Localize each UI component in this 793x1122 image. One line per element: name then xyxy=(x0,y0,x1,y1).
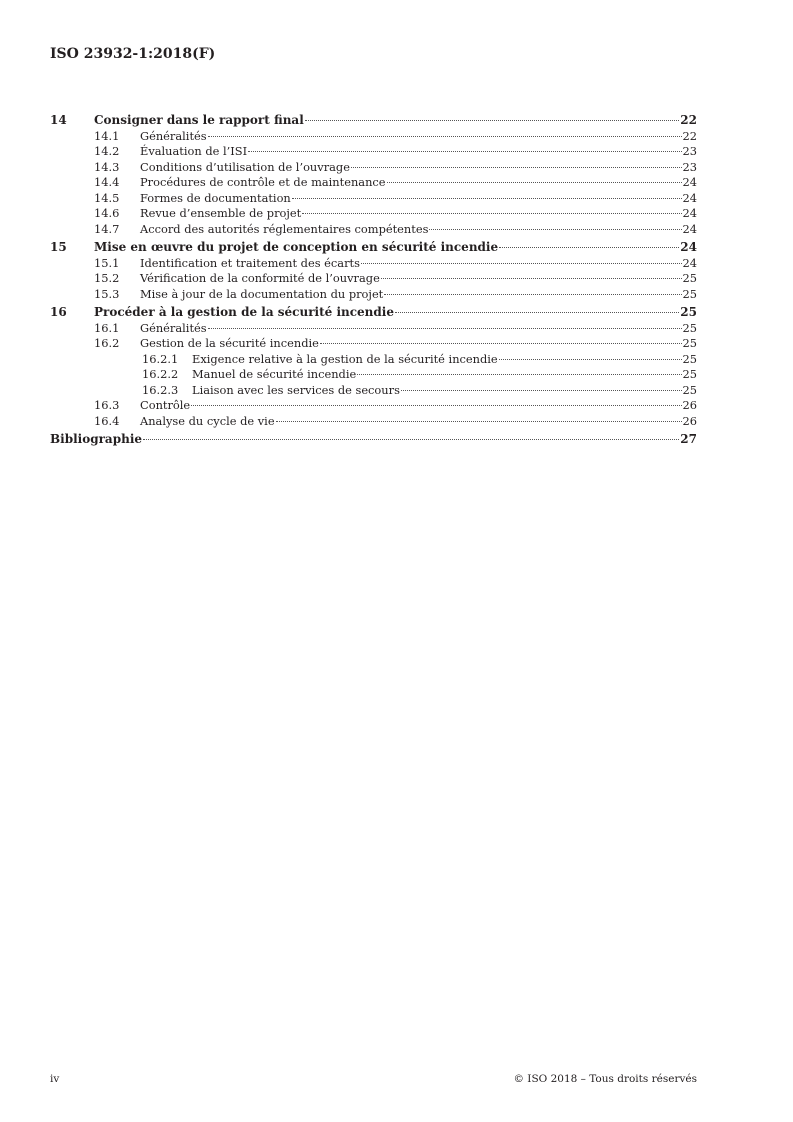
toc-entry[interactable] xyxy=(50,256,697,272)
toc-dot-leader xyxy=(351,167,682,168)
toc-entry[interactable] xyxy=(50,144,697,160)
toc-entry-number: 14.7 xyxy=(94,221,120,236)
table-of-contents xyxy=(50,113,697,448)
toc-dot-leader xyxy=(384,294,681,295)
toc-entry-title: Contrôle xyxy=(140,398,191,412)
toc-entry-number: 16.2.3 xyxy=(142,382,179,397)
toc-entry-number: 16.1 xyxy=(94,320,120,335)
toc-entry-page: 25 xyxy=(682,320,697,335)
toc-entry[interactable] xyxy=(50,383,697,399)
toc-entry-title: Exigence relative à la gestion de la sécurité incendie xyxy=(192,351,498,366)
toc-entry-number: 16.2.1 xyxy=(142,351,179,366)
toc-entry-page: 25 xyxy=(682,286,697,301)
toc-entry-title: Procédures de contrôle et de maintenance xyxy=(140,175,386,189)
toc-dot-leader xyxy=(429,229,681,230)
toc-entry-page: 23 xyxy=(682,159,697,174)
toc-entry-number: 15.2 xyxy=(94,271,120,285)
toc-dot-leader xyxy=(320,343,682,344)
toc-entry-page: 25 xyxy=(682,382,697,397)
toc-entry-number: 14 xyxy=(50,113,67,127)
toc-entry[interactable] xyxy=(50,222,697,238)
toc-entry-title: Procéder à la gestion de la sécurité incendie xyxy=(94,305,394,319)
toc-entry[interactable] xyxy=(50,352,697,368)
toc-entry-title: Bibliographie xyxy=(50,432,143,446)
toc-entry-number: 15.3 xyxy=(94,286,120,301)
toc-entry-page: 26 xyxy=(682,413,697,428)
toc-dot-leader xyxy=(387,182,682,183)
footer-copyright: © ISO 2018 – Tous droits réservés xyxy=(513,1073,697,1085)
toc-entry-page: 24 xyxy=(682,255,697,270)
toc-entry-page: 25 xyxy=(682,367,697,381)
toc-entry-page: 25 xyxy=(682,351,697,366)
toc-dot-leader xyxy=(381,278,682,279)
toc-entry-number: 14.2 xyxy=(94,144,120,158)
toc-dot-leader xyxy=(208,328,682,329)
toc-dot-leader xyxy=(191,405,681,406)
toc-entry[interactable] xyxy=(50,191,697,207)
toc-entry-number: 15.1 xyxy=(94,255,120,270)
toc-entry-number: 14.6 xyxy=(94,206,120,220)
toc-entry[interactable] xyxy=(50,129,697,145)
toc-entry-title: Manuel de sécurité incendie xyxy=(192,367,357,381)
toc-dot-leader xyxy=(499,247,679,248)
toc-entry-page: 24 xyxy=(682,221,697,236)
toc-entry-number: 16.2 xyxy=(94,336,120,350)
toc-entry-page: 27 xyxy=(680,432,697,446)
toc-entry-page: 25 xyxy=(682,336,697,350)
toc-entry[interactable] xyxy=(50,367,697,383)
toc-dot-leader xyxy=(401,390,682,391)
document-header: ISO 23932-1:2018(F) xyxy=(50,46,216,62)
toc-entry-page: 26 xyxy=(682,398,697,412)
toc-entry-page: 22 xyxy=(680,113,697,127)
toc-dot-leader xyxy=(292,198,682,199)
toc-entry-title: Formes de documentation xyxy=(140,190,291,205)
toc-entry-title: Gestion de la sécurité incendie xyxy=(140,336,319,350)
toc-dot-leader xyxy=(395,312,679,313)
toc-dot-leader xyxy=(276,421,682,422)
toc-entry-title: Analyse du cycle de vie xyxy=(140,413,275,428)
toc-entry-page: 25 xyxy=(680,305,697,319)
toc-entry[interactable] xyxy=(50,336,697,352)
toc-entry-title: Vérification de la conformité de l’ouvrage xyxy=(140,271,380,285)
toc-dot-leader xyxy=(357,374,681,375)
footer-page-number: iv xyxy=(50,1073,60,1085)
toc-entry-number: 14.5 xyxy=(94,190,120,205)
toc-entry-title: Conditions d’utilisation de l’ouvrage xyxy=(140,159,350,174)
toc-entry-title: Consigner dans le rapport final xyxy=(94,113,304,127)
toc-entry-number: 16.2.2 xyxy=(142,367,179,381)
toc-entry-title: Généralités xyxy=(140,128,207,143)
toc-dot-leader xyxy=(302,213,681,214)
toc-entry[interactable] xyxy=(50,175,697,191)
toc-entry-page: 22 xyxy=(682,128,697,143)
toc-entry-title: Identification et traitement des écarts xyxy=(140,255,360,270)
toc-entry-bibliography[interactable] xyxy=(50,432,697,448)
toc-entry-number: 14.1 xyxy=(94,128,120,143)
toc-entry-title: Liaison avec les services de secours xyxy=(192,382,400,397)
toc-entry[interactable] xyxy=(50,398,697,414)
toc-entry[interactable] xyxy=(50,160,697,176)
toc-entry[interactable] xyxy=(50,414,697,430)
toc-entry-page: 24 xyxy=(682,190,697,205)
toc-entry-title: Mise à jour de la documentation du projet xyxy=(140,286,384,301)
toc-entry-number: 16.4 xyxy=(94,413,120,428)
toc-entry-title: Évaluation de l’ISI xyxy=(140,144,248,158)
toc-entry-page: 24 xyxy=(682,175,697,189)
toc-entry[interactable] xyxy=(50,287,697,303)
toc-entry[interactable] xyxy=(50,321,697,337)
toc-entry[interactable] xyxy=(50,305,697,321)
toc-dot-leader xyxy=(208,136,682,137)
toc-dot-leader xyxy=(248,151,681,152)
toc-entry-number: 16.3 xyxy=(94,398,120,412)
toc-entry[interactable] xyxy=(50,206,697,222)
toc-entry-title: Mise en œuvre du projet de conception en sécurité incendie xyxy=(94,240,499,254)
toc-dot-leader xyxy=(361,263,682,264)
toc-entry-page: 25 xyxy=(682,271,697,285)
toc-entry-number: 14.3 xyxy=(94,159,120,174)
toc-entry-number: 15 xyxy=(50,240,67,254)
toc-entry[interactable] xyxy=(50,240,697,256)
toc-entry-number: 14.4 xyxy=(94,175,120,189)
toc-entry-page: 23 xyxy=(682,144,697,158)
toc-entry-title: Accord des autorités réglementaires compétentes xyxy=(140,221,429,236)
toc-dot-leader xyxy=(499,359,682,360)
toc-entry-number: 16 xyxy=(50,305,67,319)
toc-entry-page: 24 xyxy=(680,240,697,254)
toc-entry[interactable] xyxy=(50,271,697,287)
toc-entry-title: Revue d’ensemble de projet xyxy=(140,206,302,220)
toc-entry-title: Généralités xyxy=(140,320,207,335)
page-footer xyxy=(50,1073,697,1085)
toc-entry-page: 24 xyxy=(682,206,697,220)
toc-dot-leader xyxy=(143,439,679,440)
toc-dot-leader xyxy=(305,120,680,121)
toc-entry[interactable] xyxy=(50,113,697,129)
